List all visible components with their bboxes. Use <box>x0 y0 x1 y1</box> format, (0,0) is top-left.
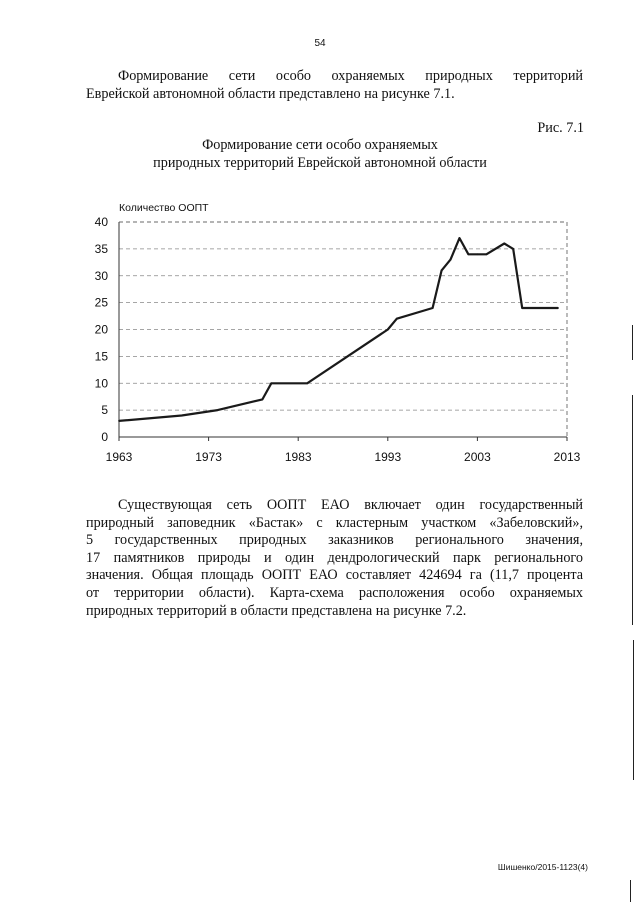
data-point <box>557 307 559 309</box>
scan-edge-mark <box>632 395 633 625</box>
data-point <box>459 237 461 239</box>
figure-title-line: природных территорий Еврейской автономной области <box>153 155 487 171</box>
body-line: Существующая сеть ООПТ ЕАО включает один государственный <box>118 497 583 513</box>
x-tick-label: 2003 <box>464 450 491 464</box>
figure-title-line: Формирование сети особо охраняемых <box>202 137 438 153</box>
data-point <box>432 307 434 309</box>
data-point <box>450 259 452 261</box>
x-tick-label: 1963 <box>105 450 133 464</box>
data-point <box>306 382 308 384</box>
y-tick-label: 15 <box>94 349 108 364</box>
x-tick-label: 1993 <box>374 450 402 464</box>
data-point <box>396 318 398 320</box>
scan-edge-mark <box>632 325 633 360</box>
body-line: природных территорий в области представлена на рисунке 7.2. <box>86 602 467 619</box>
data-point <box>512 248 514 250</box>
data-point <box>181 415 183 417</box>
x-tick-labels <box>106 450 581 464</box>
y-tick-label: 25 <box>94 295 108 310</box>
data-point <box>503 243 505 245</box>
data-point <box>118 420 120 422</box>
intro-line: Еврейской автономной области представлено на рисунке 7.1. <box>86 85 455 102</box>
figure-title <box>0 136 640 172</box>
y-axis-label: Количество ООПТ <box>119 202 209 214</box>
body-line: 17 памятников природы и один дендрологический парк регионального <box>86 549 583 566</box>
data-point <box>468 253 470 255</box>
x-tick-label: 1983 <box>284 450 312 464</box>
data-point <box>441 269 443 271</box>
data-point <box>521 307 523 309</box>
body-paragraph <box>86 497 583 620</box>
figure-label: Рис. 7.1 <box>537 120 584 136</box>
data-point <box>387 329 389 331</box>
x-tick-label: 1973 <box>195 450 222 464</box>
y-tick-label: 5 <box>101 403 108 418</box>
body-line: от территории области). Карта-схема расположения особо охраняемых <box>86 584 583 601</box>
y-tick-labels <box>95 215 109 444</box>
data-point <box>485 253 487 255</box>
intro-paragraph <box>86 68 583 103</box>
y-tick-label: 40 <box>94 215 108 229</box>
scan-edge-mark <box>633 640 634 780</box>
line-chart <box>82 196 582 476</box>
chart-grid <box>119 222 567 410</box>
y-tick-label: 35 <box>94 241 108 256</box>
data-point <box>477 253 479 255</box>
y-tick-label: 30 <box>94 268 108 283</box>
body-line: природный заповедник «Бастак» с кластерным участком «Забеловский», <box>86 514 583 531</box>
data-point <box>270 382 272 384</box>
intro-line: Формирование сети особо охраняемых природных территорий <box>118 68 583 84</box>
page-number: 54 <box>314 38 326 49</box>
y-tick-label: 0 <box>101 430 108 444</box>
body-line: значения. Общая площадь ООПТ ЕАО составляет 424694 га (11,7 процента <box>86 567 583 584</box>
y-tick-label: 20 <box>94 322 108 337</box>
x-tick-label: 2013 <box>553 450 581 464</box>
data-point <box>217 409 219 411</box>
y-tick-label: 10 <box>94 376 108 391</box>
body-line: 5 государственных природных заказников регионального значения, <box>86 532 583 549</box>
data-point <box>261 398 263 400</box>
document-footer: Шишенко/2015-1123(4) <box>497 862 588 872</box>
scan-edge-mark <box>630 880 631 902</box>
chart-axes <box>119 222 567 441</box>
